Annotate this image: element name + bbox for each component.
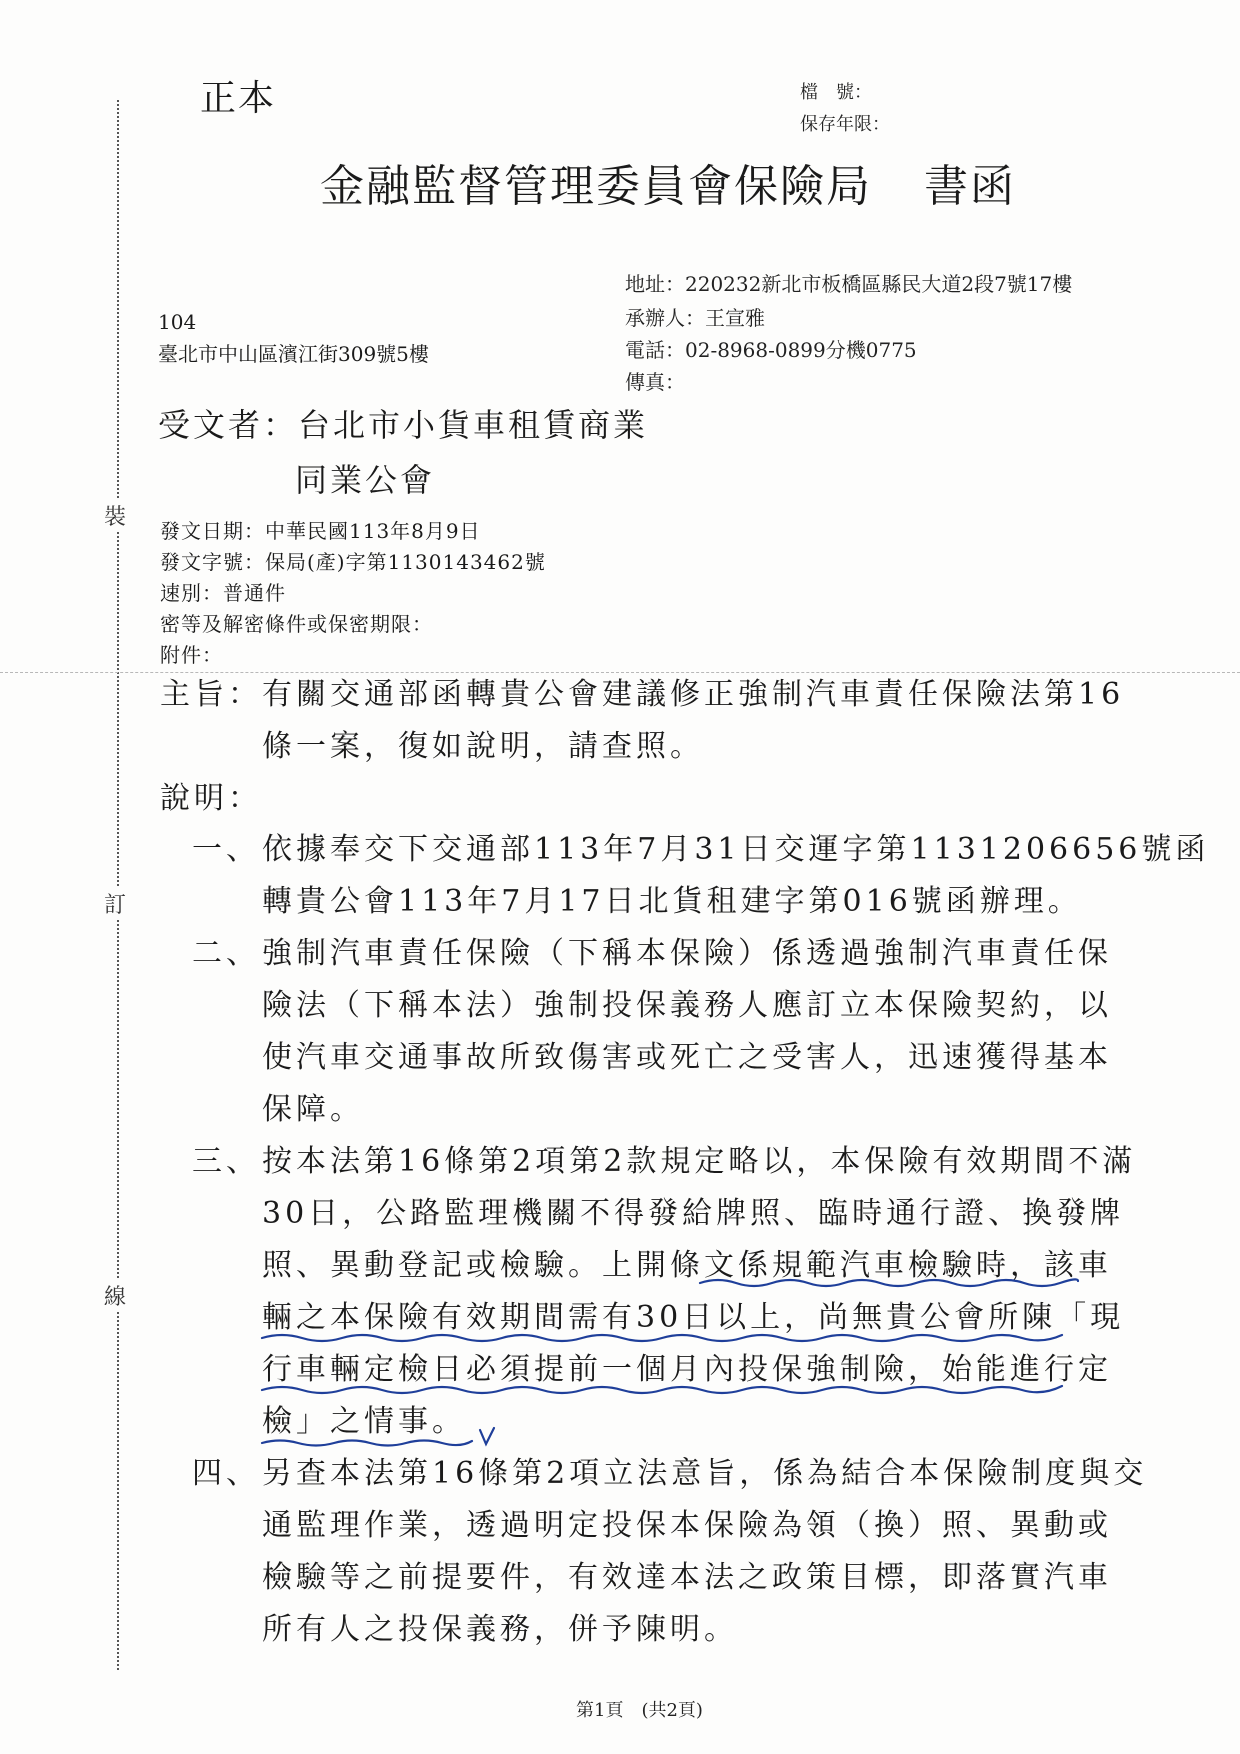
fold-line bbox=[0, 672, 1240, 673]
item-number: 二、 bbox=[192, 936, 260, 971]
document-number: 發文字號：保局(產)字第1130143462號 bbox=[160, 550, 546, 574]
handwritten-underline bbox=[262, 1441, 472, 1446]
binding-mark-bind: 裝 bbox=[104, 500, 126, 531]
recipient-line-1: 受文者：台北市小貨車租賃商業 bbox=[158, 406, 649, 444]
secrecy-level: 密等及解密條件或保密期限： bbox=[160, 612, 433, 636]
item-line: 輛之本保險有效期間需有30日以上，尚無貴公會所陳「現 bbox=[262, 1300, 1125, 1335]
recipient-line-2: 同業公會 bbox=[295, 461, 436, 499]
handwritten-check-mark bbox=[480, 1428, 494, 1444]
item-number: 三、 bbox=[192, 1144, 260, 1179]
document-type: 書函 bbox=[924, 161, 1016, 212]
page-title bbox=[320, 150, 1016, 214]
subject-line: 有關交通部函轉貴公會建議修正強制汽車責任保險法第16 bbox=[262, 677, 1125, 712]
handwritten-underline bbox=[262, 1386, 1062, 1393]
item-line: 險法（下稱本法）強制投保義務人應訂立本保險契約，以 bbox=[262, 988, 1112, 1023]
item-line: 使汽車交通事故所致傷害或死亡之受害人，迅速獲得基本 bbox=[262, 1040, 1112, 1075]
page-number: 第1頁 (共2頁) bbox=[576, 1700, 703, 1721]
item-line: 行車輛定檢日必須提前一個月內投保強制險，始能進行定 bbox=[262, 1352, 1112, 1387]
attachments: 附件： bbox=[160, 643, 223, 667]
item-line: 照、異動登記或檢驗。上開條文係規範汽車檢驗時，該車 bbox=[262, 1248, 1112, 1283]
recipient-postcode: 104 bbox=[158, 310, 197, 334]
item-line: 30日，公路監理機關不得發給牌照、臨時通行證、換發牌 bbox=[262, 1196, 1125, 1231]
item-line: 檢」之情事。 bbox=[262, 1404, 466, 1439]
item-line: 所有人之投保義務，併予陳明。 bbox=[262, 1612, 738, 1647]
item-line: 檢驗等之前提要件，有效達本法之政策目標，即落實汽車 bbox=[262, 1560, 1112, 1595]
handwritten-underline bbox=[262, 1335, 1062, 1341]
item-line: 按本法第16條第2項第2款規定略以，本保險有效期間不滿 bbox=[262, 1144, 1137, 1179]
item-line: 強制汽車責任保險（下稱本保險）係透過強制汽車責任保 bbox=[262, 936, 1112, 971]
subject-label: 主旨： bbox=[160, 677, 262, 712]
sender-address: 地址：220232新北市板橋區縣民大道2段7號17樓 bbox=[625, 272, 1073, 296]
sender-handler: 承辦人：王宣雅 bbox=[625, 306, 765, 330]
file-number-label: 檔 號： bbox=[800, 82, 872, 103]
binding-dotted-line bbox=[117, 100, 119, 1670]
delivery-speed: 速別：普通件 bbox=[160, 581, 286, 605]
issue-date: 發文日期：中華民國113年8月9日 bbox=[160, 519, 481, 543]
item-line: 依據奉交下交通部113年7月31日交運字第1131206656號函 bbox=[262, 832, 1210, 867]
sender-fax: 傳真： bbox=[625, 370, 685, 394]
retention-period-label: 保存年限： bbox=[800, 114, 890, 135]
subject-line: 條一案，復如說明，請查照。 bbox=[262, 729, 704, 764]
item-number: 四、 bbox=[192, 1456, 260, 1491]
sender-phone: 電話：02-8968-0899分機0775 bbox=[625, 338, 917, 362]
item-line: 轉貴公會113年7月17日北貨租建字第016號函辦理。 bbox=[262, 884, 1082, 919]
item-number: 一、 bbox=[192, 832, 260, 867]
explanation-label: 說明： bbox=[160, 781, 262, 816]
binding-mark-staple: 訂 bbox=[104, 888, 126, 919]
item-line: 另查本法第16條第2項立法意旨，係為結合本保險制度與交 bbox=[262, 1456, 1148, 1491]
recipient-address: 臺北市中山區濱江街309號5樓 bbox=[158, 342, 429, 366]
binding-mark-line: 線 bbox=[104, 1280, 126, 1311]
issuing-agency: 金融監督管理委員會保險局 bbox=[320, 161, 872, 212]
item-line: 通監理作業，透過明定投保本保險為領（換）照、異動或 bbox=[262, 1508, 1112, 1543]
item-line: 保障。 bbox=[262, 1092, 364, 1127]
original-copy-mark: 正本 bbox=[200, 78, 277, 119]
